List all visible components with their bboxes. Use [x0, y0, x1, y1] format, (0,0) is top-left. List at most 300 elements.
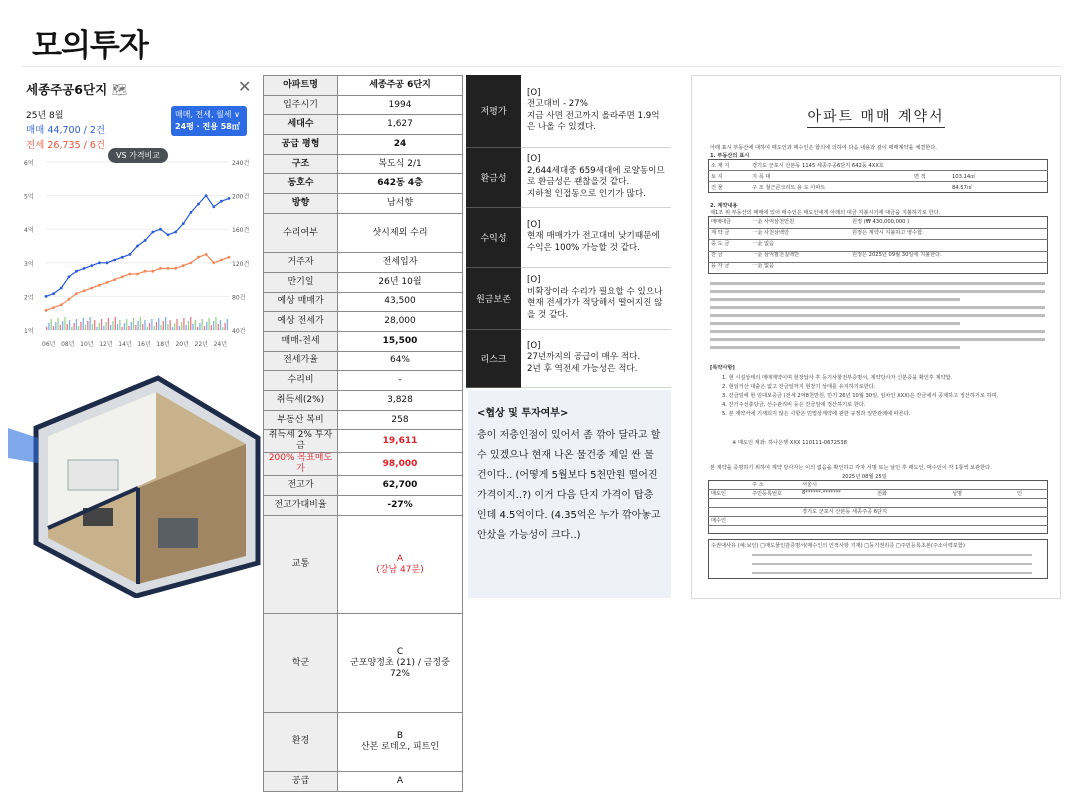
loc-key: 소 재 지	[711, 163, 730, 169]
volume-bar	[176, 319, 177, 330]
negotiation-body: 층이 저층인점이 있어서 좀 깎아 달라고 할 수 있겠으나 현재 나온 물건중 제일 싼 물건이다.. (어떻게 5월보다 5천만원 떨어진 가격이지..?) 이거 다음 단지 가격이 탑층인데 4.5억이다. (4.35억은 누가 깎아놓고 안샀을 가능성이 크다..)	[477, 430, 661, 541]
series-point	[45, 295, 48, 298]
volume-bar	[85, 325, 86, 330]
y-tick-right: 80건	[232, 294, 246, 302]
series-point	[90, 264, 93, 267]
analysis-text: [O] 27년까지의 공급이 매우 적다. 2년 후 역전세 가능성은 적다.	[521, 329, 671, 387]
spec-key: 예상 전세가	[264, 312, 338, 332]
payment-cell: 매매대금	[711, 219, 732, 225]
analysis-label: 저평가	[466, 75, 521, 147]
spec-key: 전고가	[264, 476, 338, 496]
series-point	[83, 267, 86, 270]
volume-bar	[135, 325, 136, 330]
floor-plan-image	[8, 368, 264, 598]
series-point	[167, 233, 170, 236]
volume-bar	[96, 327, 97, 330]
buyer-label: 매수인	[711, 518, 727, 524]
volume-bar	[158, 318, 159, 330]
volume-bar	[78, 326, 79, 330]
spec-value: 19,611	[338, 430, 463, 453]
volume-bar	[67, 324, 68, 330]
spec-value: -27%	[338, 496, 463, 516]
spec-row	[264, 476, 463, 496]
x-tick: 22년	[194, 341, 208, 348]
volume-bar	[213, 321, 214, 330]
special-clause: 4. 잔기수선충당금, 선수관리비 등은 잔금일에 정산하기로 한다.	[722, 402, 866, 408]
series-point	[212, 261, 215, 264]
analysis-row	[466, 147, 671, 207]
x-tick: 18년	[156, 341, 170, 348]
volume-bar	[51, 319, 52, 330]
volume-bar	[181, 322, 182, 330]
volume-bar	[48, 323, 49, 330]
series-point	[174, 267, 177, 270]
spec-row	[264, 496, 463, 516]
spec-value: 642동 4층	[338, 174, 463, 194]
analysis-label: 원금보존	[466, 267, 521, 329]
series-point	[52, 292, 55, 295]
spec-value: -	[338, 371, 463, 391]
y-tick-right: 240건	[232, 160, 250, 167]
contract-intro: 아래 표시 부동산에 대하여 매도인과 매수인은 합의에 의하여 다음 내용과 같이 매매계약을 체결한다.	[710, 145, 937, 151]
special-title: [특약사항]	[710, 365, 735, 371]
seller-id: 8******-*******	[802, 490, 841, 496]
title-divider	[22, 66, 1062, 67]
payment-cell: 一金 사천삼백만	[752, 230, 790, 236]
spec-value: 3,828	[338, 391, 463, 411]
volume-bar	[105, 322, 106, 330]
spec-row	[264, 351, 463, 371]
payment-cell: 一金 없음	[752, 241, 775, 247]
volume-bar	[163, 321, 164, 330]
spec-row	[264, 174, 463, 194]
series-point	[190, 261, 193, 264]
series-point	[228, 256, 231, 259]
spec-key: 구조	[264, 154, 338, 174]
analysis-label: 리스크	[466, 329, 521, 387]
volume-bar	[154, 326, 155, 330]
volume-bar	[89, 317, 90, 330]
volume-bar	[188, 321, 189, 330]
volume-bar	[46, 327, 47, 330]
spec-key: 전고가대비율	[264, 496, 338, 516]
series-point	[144, 239, 147, 242]
map-icon: 🗺	[111, 82, 128, 97]
y-tick-left: 5억	[24, 193, 34, 201]
volume-bar	[204, 326, 205, 330]
spec-value: A (강남 47분)	[338, 515, 463, 614]
spec-value: C 군포양정초 (21) / 금정중 72%	[338, 614, 463, 713]
series-point	[197, 256, 200, 259]
volume-bar	[197, 327, 198, 330]
volume-bar	[112, 321, 113, 330]
name-label: 성명	[952, 491, 963, 497]
spec-row	[264, 76, 463, 96]
spec-key: 수리비	[264, 371, 338, 391]
spec-value: 남서향	[338, 194, 463, 214]
analysis-table	[466, 75, 671, 388]
volume-bar	[71, 327, 72, 330]
series-point	[205, 253, 208, 256]
spec-key: 세대수	[264, 115, 338, 135]
volume-bar	[149, 323, 150, 330]
volume-bar	[92, 324, 93, 330]
spec-table	[263, 75, 463, 792]
volume-bar	[222, 327, 223, 330]
x-tick: 08년	[61, 341, 75, 348]
volume-bar	[142, 324, 143, 330]
series-point	[159, 228, 162, 231]
volume-bar	[156, 322, 157, 330]
analysis-row	[466, 207, 671, 267]
series-point	[190, 211, 193, 214]
contract-title: 아파트 매매 계약서	[692, 106, 1060, 126]
volume-bar	[99, 323, 100, 330]
series-point	[212, 205, 215, 208]
spec-key: 예상 매매가	[264, 292, 338, 312]
volume-bar	[83, 318, 84, 330]
y-tick-right: 120건	[232, 260, 250, 268]
price-chart	[24, 150, 254, 350]
spec-key: 환경	[264, 712, 338, 771]
spec-value: 62,700	[338, 476, 463, 496]
series-point	[136, 273, 139, 276]
series-point	[75, 270, 78, 273]
payment-cell: 원정은 2025년 09월 30일에 지불한다.	[852, 252, 942, 258]
series-point	[136, 245, 139, 248]
x-tick: 16년	[137, 341, 151, 348]
volume-bar	[110, 325, 111, 330]
volume-bar	[62, 321, 63, 330]
analysis-row	[466, 329, 671, 387]
volume-bar	[126, 319, 127, 330]
analysis-row	[466, 267, 671, 329]
volume-bar	[87, 321, 88, 330]
series-point	[182, 222, 185, 225]
spec-value: 1994	[338, 95, 463, 115]
analysis-text: [O] 현재 매매가가 전고대비 낮기때문에 수익은 100% 가능할 것 같다.	[521, 207, 671, 267]
analysis-row	[466, 75, 671, 147]
special-clause: ※ 매도인 계좌: 하나은행 XXX 110111-0672538	[732, 440, 847, 446]
section-1: 1. 부동산의 표시	[710, 153, 750, 159]
analysis-text: [O] 전고대비 - 27% 지금 사면 전고까지 올라주면 1.9억은 나올 수 있겠다.	[521, 75, 671, 147]
y-tick-right: 40건	[232, 328, 246, 335]
spec-row	[264, 312, 463, 332]
payment-cell: 一金 사억삼천만원	[752, 219, 795, 225]
payment-cell: 원정은 계약시 지불하고 영수함.	[852, 230, 924, 236]
volume-bar	[55, 322, 56, 330]
series-point	[129, 253, 132, 256]
y-tick-right: 160건	[232, 227, 250, 235]
spec-key: 거주자	[264, 253, 338, 273]
series-point	[151, 231, 154, 234]
series-point	[75, 292, 78, 295]
contract-date: 2025년 08월 25일	[842, 474, 887, 480]
volume-bar	[103, 326, 104, 330]
spec-key: 수리여부	[264, 213, 338, 252]
spec-row	[264, 453, 463, 476]
volume-bar	[174, 323, 175, 330]
spec-value: 24	[338, 135, 463, 155]
spec-row	[264, 154, 463, 174]
complex-name: 세종주공6단지 🗺	[26, 82, 128, 97]
spec-key: 공급	[264, 771, 338, 791]
volume-bar	[202, 319, 203, 330]
volume-bar	[199, 323, 200, 330]
volume-bar	[170, 320, 171, 330]
lease-price: 전세 26,735 / 6건	[26, 140, 106, 151]
series-point	[121, 256, 124, 259]
volume-bar	[224, 323, 225, 330]
volume-bar	[69, 320, 70, 330]
analysis-text: [O] 2,644세대중 659세대에 로얄동이므로 환금성은 괜찮을것 같다. 지하철 인접동으로 인기가 많다.	[521, 147, 671, 207]
spec-key: 매매-전세	[264, 331, 338, 351]
series-point	[220, 200, 223, 203]
y-tick-left: 3억	[24, 260, 34, 268]
series-point	[52, 306, 55, 309]
volume-bar	[147, 327, 148, 330]
volume-bar	[215, 317, 216, 330]
spec-key: 학군	[264, 614, 338, 713]
spec-value: A	[338, 771, 463, 791]
series-point	[228, 197, 231, 200]
spec-key: 전세가율	[264, 351, 338, 371]
area-value: 103.14㎡	[952, 174, 976, 180]
series-point	[151, 270, 154, 273]
spec-value: 98,000	[338, 453, 463, 476]
spec-row	[264, 410, 463, 430]
volume-bar	[76, 319, 77, 330]
volume-bar	[151, 319, 152, 330]
special-clause: 5. 본 계약서에 기재되지 않은 사항은 민법상계약에 관한 규정과 일반관례에 따른다.	[722, 411, 911, 417]
spec-row	[264, 614, 463, 713]
spec-row	[264, 253, 463, 273]
spec-key: 공급 평형	[264, 135, 338, 155]
spec-row	[264, 371, 463, 391]
spec-row	[264, 712, 463, 771]
volume-bar	[108, 318, 109, 330]
spec-key: 200% 목표매도가	[264, 453, 338, 476]
special-clause: 2. 현임거산 대출은 없고 잔금일까지 현장기 상태를 유지하기로한다.	[722, 384, 876, 390]
x-tick: 12년	[99, 341, 113, 348]
series-point	[220, 259, 223, 262]
volume-bar	[220, 320, 221, 330]
volume-bar	[227, 319, 228, 330]
type-filter-button[interactable]: 매매, 전세, 월세 ∨ 24평 · 전용 58㎡	[171, 106, 247, 136]
volume-bar	[57, 318, 58, 330]
spec-value: 64%	[338, 351, 463, 371]
volume-bar	[179, 326, 180, 330]
volume-bar	[121, 327, 122, 330]
id-label: 주민등록번호	[752, 491, 783, 497]
section-2: 2. 계약내용	[710, 203, 738, 209]
x-tick: 20년	[175, 341, 189, 348]
spec-value: 샷시제외 수리	[338, 213, 463, 252]
spec-row	[264, 194, 463, 214]
contract-document	[691, 75, 1061, 599]
seller-label: 매도인	[711, 491, 727, 497]
spec-key: 방향	[264, 194, 338, 214]
volume-bar	[119, 320, 120, 330]
payment-cell: 一金 삼억팔천칠백만	[752, 252, 800, 258]
y-tick-right: 200건	[232, 193, 250, 201]
series-point	[98, 261, 101, 264]
payment-cell: 계 약 금	[711, 230, 730, 236]
volume-bar	[53, 326, 54, 330]
negotiation-heading: <협상 및 투자여부>	[477, 408, 569, 419]
series-point	[167, 267, 170, 270]
spec-row	[264, 771, 463, 791]
series-point	[205, 194, 208, 197]
spec-row	[264, 115, 463, 135]
vs-compare-button[interactable]: VS 가격비교	[108, 148, 168, 163]
special-clause: 1. 현 시설상태의 매매계약이며 현장답사 후 등기사항전부증명서, 계약당사자 신분증을 확인후 계약함.	[722, 375, 953, 381]
volume-bar	[218, 324, 219, 330]
spec-row	[264, 213, 463, 252]
volume-bar	[195, 320, 196, 330]
series-point	[144, 270, 147, 273]
series-point	[129, 273, 132, 276]
section-2-desc: 제1조 위 부동산의 매매에 있어 매수인은 매도인에게 아래의 대금 지불시기에 대금을 지불하기로 한다.	[710, 210, 941, 216]
y-tick-left: 6억	[24, 160, 34, 167]
volume-bar	[190, 317, 191, 330]
payment-cell: 잔 금	[711, 252, 723, 258]
spec-row	[264, 95, 463, 115]
spec-key: 취득세(2%)	[264, 391, 338, 411]
volume-bar	[165, 317, 166, 330]
buyer-address: 경기도 군포시 산본동 세종주공 6단지	[802, 509, 888, 515]
special-clause: 3. 잔금일에 현 임대보증금 (전세 2억8천만원, 만기 26년 10월 30일, 임차인 XXX)은 잔금에서 공제하고 정산하기로 하며,	[722, 393, 999, 399]
land-key: 토 지	[711, 174, 723, 180]
building-key: 건 물	[711, 185, 723, 191]
volume-bar	[124, 323, 125, 330]
series-point	[197, 203, 200, 206]
y-tick-left: 1억	[24, 328, 34, 335]
volume-bar	[167, 324, 168, 330]
x-tick: 10년	[80, 341, 94, 348]
series-point	[98, 284, 101, 287]
building-value: 구 조 철근콘크리트 용 도 아파트	[752, 185, 826, 191]
series-point	[68, 298, 71, 301]
spec-key: 동호수	[264, 174, 338, 194]
seller-address: 서울시	[802, 482, 818, 488]
volume-bar	[80, 322, 81, 330]
volume-bar	[115, 317, 116, 330]
x-tick: 06년	[42, 341, 56, 348]
volume-bar	[208, 318, 209, 330]
volume-bar	[138, 321, 139, 330]
analysis-text: [O] 비확장이라 수리가 필요할 수 있으나 현재 전세가가 적당해서 떨어지진 않을 것 같다.	[521, 267, 671, 329]
sale-price: 매매 44,700 / 2건	[26, 125, 106, 136]
series-point	[68, 275, 71, 278]
payment-cell: 一金 없음	[752, 263, 775, 269]
series-point	[90, 287, 93, 290]
loc-value: 경기도 군포시 산본동 1145 세종주공6단지 642동 4XX호	[752, 163, 884, 169]
volume-bar	[144, 320, 145, 330]
spec-value: 복도식 2/1	[338, 154, 463, 174]
volume-bar	[128, 326, 129, 330]
volume-bar	[186, 325, 187, 330]
seal-label: 인	[1017, 491, 1023, 497]
address-label: 주 소	[752, 482, 764, 488]
spec-value: B 산본 로데오, 피트인	[338, 712, 463, 771]
spec-row	[264, 515, 463, 614]
volume-bar	[101, 319, 102, 330]
spec-value: 28,000	[338, 312, 463, 332]
spec-key: 교통	[264, 515, 338, 614]
spec-row	[264, 292, 463, 312]
phone-label: 전화	[877, 491, 888, 497]
close-icon[interactable]: ✕	[238, 77, 252, 96]
negotiation-box	[468, 390, 671, 598]
area-key: 면 적	[914, 174, 926, 180]
volume-bar	[60, 325, 61, 330]
volume-bar	[172, 327, 173, 330]
series-point	[45, 309, 48, 312]
volume-bar	[131, 322, 132, 330]
footer-text: 수권대사유 (예:보인) □매도물인감증명서(매수인의 인적사항 기재) □등기권리증 □주민등록초본(주소이력포함)	[711, 543, 965, 549]
series-point	[159, 267, 162, 270]
spec-row	[264, 391, 463, 411]
page-title: 모의투자	[32, 28, 148, 64]
y-tick-left: 4억	[24, 227, 34, 235]
volume-bar	[192, 324, 193, 330]
series-point	[60, 303, 63, 306]
spec-row	[264, 331, 463, 351]
spec-row	[264, 135, 463, 155]
x-tick: 14년	[118, 341, 132, 348]
spec-key: 입주시기	[264, 95, 338, 115]
volume-bar	[133, 318, 134, 330]
spec-value: 26년 10월	[338, 272, 463, 292]
analysis-label: 수익성	[466, 207, 521, 267]
building-area: 84.57㎡	[952, 185, 973, 191]
volume-bar	[73, 323, 74, 330]
analysis-label: 환금성	[466, 147, 521, 207]
volume-bar	[211, 325, 212, 330]
spec-key: 만기일	[264, 272, 338, 292]
volume-bar	[160, 325, 161, 330]
spec-value: 1,627	[338, 115, 463, 135]
spec-key: 취득세 2% 투자금	[264, 430, 338, 453]
spec-row	[264, 430, 463, 453]
spec-value: 전세입자	[338, 253, 463, 273]
spec-value: 43,500	[338, 292, 463, 312]
volume-bar	[94, 320, 95, 330]
series-point	[106, 261, 109, 264]
y-tick-left: 2억	[24, 294, 34, 302]
volume-bar	[140, 317, 141, 330]
spec-value: 15,500	[338, 331, 463, 351]
spec-value: 258	[338, 410, 463, 430]
series-point	[60, 287, 63, 290]
sign-note: 본 계약을 증명하기 위하여 계약 당사자는 이의 없음을 확인하고 각자 서명 또는 날인 후 매도인, 매수인이 각 1통씩 보관한다.	[710, 465, 992, 471]
spec-row	[264, 272, 463, 292]
payment-cell: 융 자 금	[711, 263, 730, 269]
payment-cell: 원정 (₩ 430,000,000 )	[852, 219, 910, 225]
volume-bar	[64, 317, 65, 330]
year-month: 25년 8월	[26, 111, 64, 121]
volume-bar	[117, 324, 118, 330]
payment-cell: 중 도 금	[711, 241, 730, 247]
series-point	[106, 281, 109, 284]
spec-value: 세종주공 6단지	[338, 76, 463, 96]
series-point	[83, 289, 86, 292]
volume-bar	[183, 318, 184, 330]
spec-key: 부동산 복비	[264, 410, 338, 430]
volume-bar	[206, 322, 207, 330]
series-point	[113, 278, 116, 281]
